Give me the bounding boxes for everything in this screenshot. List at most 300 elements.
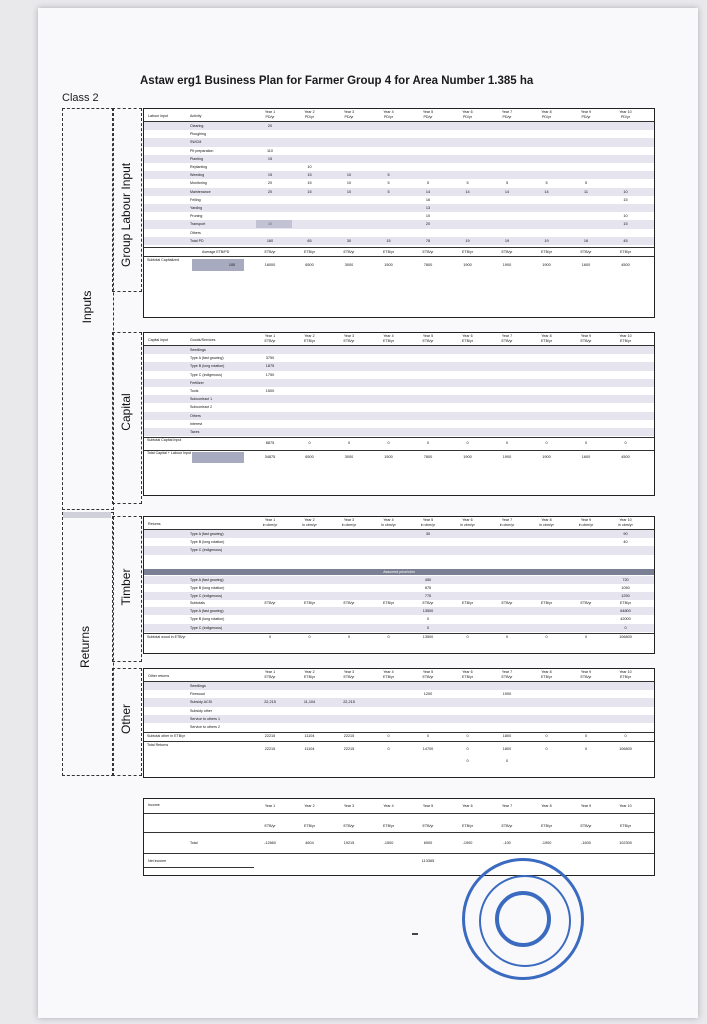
year-header: Year 6: [462, 110, 473, 114]
table-row: [144, 584, 654, 592]
row-label: Subsidy ACSI: [190, 700, 212, 705]
table-cell: 0: [426, 625, 430, 630]
year-header: Year 7: [501, 518, 513, 522]
returns-label: Returns: [78, 625, 92, 669]
table-row: [144, 387, 654, 395]
total-input-box: [192, 452, 244, 463]
table-cell: 5: [426, 181, 430, 186]
table-cell: 3750: [265, 356, 275, 361]
table-row: [144, 592, 654, 600]
table-row: [144, 723, 654, 731]
table-row: [144, 690, 654, 698]
table-cell: 0: [584, 634, 588, 639]
table-cell: -1600: [581, 841, 591, 845]
unit-header: ETB/yr: [580, 824, 592, 828]
transport-input-box: [256, 220, 292, 228]
unit-header: ETB/yr: [541, 675, 552, 679]
unit-header: PD/yr: [265, 115, 275, 119]
table-cell: 0: [505, 441, 509, 446]
table-cell: 5: [545, 181, 548, 186]
table-row: [144, 138, 654, 146]
table-row: [144, 420, 654, 428]
table-cell: 1500: [265, 389, 275, 393]
year-header: Year 9: [580, 110, 592, 114]
unit-header: ETB/yr: [580, 339, 592, 343]
separator: [144, 437, 654, 438]
row-label: Type C (indigenous): [190, 625, 223, 630]
row-label: Others: [190, 413, 201, 418]
table-cell: 42000: [620, 617, 631, 622]
table-cell: 14700: [422, 747, 434, 752]
table-row: [144, 188, 654, 196]
row-label: Total: [190, 841, 198, 845]
year-header: Year 4: [383, 110, 394, 114]
table-cell: 0: [624, 441, 627, 446]
unit-header: ETB/yr: [501, 601, 513, 606]
table-cell: 0: [308, 634, 311, 639]
table-cell: 1900: [542, 455, 551, 460]
table-cell: 3000: [344, 263, 354, 267]
table-cell: 40: [623, 540, 628, 545]
table-cell: 13: [425, 206, 431, 210]
price-band: Assumed price/cbm: [144, 569, 654, 575]
table-cell: 10: [346, 173, 352, 178]
year-header: Year 8: [541, 334, 552, 338]
year-header: Year 3: [343, 110, 355, 114]
year-header: Year 1: [264, 334, 276, 338]
row-label: Transport: [190, 222, 206, 227]
table-row: [144, 707, 654, 715]
row-label: Pruning: [190, 214, 203, 219]
unit-header: ETB/yr: [264, 601, 276, 606]
table-cell: 78: [425, 238, 431, 243]
table-cell: 0: [466, 759, 469, 764]
table-row: [144, 204, 654, 212]
unit-header: ETB/yr: [383, 250, 394, 254]
table-cell: 0: [426, 441, 430, 446]
subtotals-label: Subtotals: [190, 601, 205, 606]
table-row: [144, 212, 654, 220]
table-row: [144, 395, 654, 403]
unit-header: in cbm/yr: [499, 523, 515, 527]
unit-header: ETB/yr: [462, 250, 473, 254]
table-cell: 90: [623, 532, 628, 536]
column-header: Capital input: [148, 338, 168, 342]
unit-header: ETB/yr: [462, 339, 473, 343]
row-label: Subsidy other: [190, 708, 212, 713]
table-row: [144, 530, 654, 538]
table-cell: 14: [504, 189, 510, 194]
table-cell: 0: [545, 747, 548, 752]
row-label: Yarding: [190, 206, 203, 210]
table-cell: 1900: [502, 263, 512, 267]
row-label: Service to others 1: [190, 716, 220, 721]
year-header: Year 2: [304, 804, 315, 808]
year-header: Year 5: [422, 110, 434, 114]
table-cell: 20: [267, 124, 273, 128]
table-cell: 13500: [422, 609, 434, 614]
table-row: [144, 624, 654, 632]
table-row: [144, 237, 654, 245]
table-row: [144, 122, 654, 130]
table-cell: 65: [307, 238, 312, 243]
table-cell: 15: [267, 156, 273, 161]
table-row: [144, 147, 654, 155]
table-cell: 6500: [305, 455, 314, 460]
official-stamp: [462, 858, 584, 980]
table-cell: 6500: [305, 263, 314, 267]
table-cell: -1900: [462, 841, 473, 845]
unit-header: ETB/yr: [620, 824, 631, 828]
unit-header: ETB/yr: [501, 250, 513, 254]
table-cell: 11104: [304, 747, 315, 752]
page-title: Astaw erg1 Business Plan for Farmer Group 4 for Area Number 1.385 ha: [140, 75, 534, 87]
labour-group-label: Group Labour Input: [119, 162, 133, 267]
unit-header: PD/yr: [621, 115, 630, 119]
row-label: SWCM: [190, 140, 202, 145]
table-cell: 0: [545, 734, 548, 739]
table-cell: 20: [267, 181, 273, 186]
unit-header: ETB/yr: [580, 675, 592, 679]
unit-header: ETB/yr: [264, 675, 276, 679]
table-cell: 22,215: [264, 700, 276, 705]
row-label: Tools: [190, 389, 199, 393]
unit-header: ETB/yr: [304, 250, 315, 254]
table-cell: 15: [307, 173, 312, 178]
table-cell: 775: [424, 594, 432, 598]
table-cell: 0: [466, 634, 469, 639]
row-label: Weeding: [190, 173, 205, 178]
separator: [144, 256, 654, 257]
separator: [144, 450, 654, 451]
net-income-value: 113365: [421, 859, 435, 863]
table-cell: 5: [466, 181, 469, 186]
unit-header: ETB/yr: [304, 339, 315, 343]
row-label: Subtotal Capitalized: [147, 258, 179, 262]
unit-header: ETB/yr: [462, 824, 473, 828]
unit-header: ETB/yr: [264, 339, 276, 343]
unit-header: PD/yr: [384, 115, 393, 119]
table-cell: 4500: [621, 455, 630, 460]
table-cell: 0: [387, 441, 390, 446]
other-group-label: Other: [119, 704, 133, 735]
row-label: Subcontract 2: [190, 405, 213, 410]
table-cell: 106800: [619, 634, 632, 639]
table-cell: 1875: [265, 364, 275, 369]
table-cell: 10: [623, 189, 628, 194]
unit-header: in cbm/yr: [618, 523, 633, 527]
row-label: Pit preparation: [190, 148, 214, 153]
table-cell: 1750: [265, 372, 275, 377]
year-header: Year 1: [264, 518, 276, 522]
table-cell: 1200: [423, 692, 433, 697]
table-cell: 1800: [502, 734, 512, 739]
table-cell: 15: [267, 173, 273, 178]
year-header: Year 2: [304, 334, 315, 338]
class-label: Class 2: [62, 92, 99, 104]
capital-table: [143, 332, 655, 496]
capital-group-label: Capital: [119, 393, 133, 431]
table-cell: 0: [505, 634, 509, 639]
table-cell: 102300: [619, 841, 632, 845]
table-cell: 0: [584, 747, 588, 752]
table-cell: 14: [544, 189, 549, 194]
table-cell: 19: [465, 238, 470, 243]
year-header: Year 3: [343, 804, 355, 808]
table-row: [144, 576, 654, 584]
year-header: Year 4: [383, 518, 394, 522]
table-cell: 875: [424, 585, 432, 590]
table-row: [144, 171, 654, 179]
year-header: Year 5: [422, 334, 434, 338]
table-cell: 4500: [621, 263, 630, 267]
separator: [144, 832, 654, 833]
table-cell: 64800: [620, 609, 631, 614]
table-cell: 0: [387, 734, 390, 739]
row-label: Clearing: [190, 124, 204, 128]
row-label: Monitoring: [190, 181, 207, 186]
unit-header: in cbm/yr: [578, 523, 594, 527]
table-cell: 106800: [619, 747, 632, 752]
table-cell: 5: [387, 189, 390, 194]
table-cell: 1050: [621, 585, 630, 590]
table-cell: 13500: [422, 634, 434, 639]
unit-header: ETB/yr: [422, 824, 434, 828]
row-label: Type A (fast growing): [190, 532, 224, 536]
year-header: Year 10: [619, 110, 632, 114]
year-header: Year 5: [422, 804, 434, 808]
year-header: Year 1: [264, 110, 276, 114]
unit-header: ETB/yr: [383, 675, 394, 679]
year-header: Year 10: [619, 804, 632, 808]
table-cell: 34875: [264, 455, 276, 460]
row-label: Type A (fast growing): [190, 577, 224, 582]
table-cell: 1900: [542, 263, 551, 267]
table-cell: 0: [387, 634, 390, 639]
table-cell: 0: [624, 734, 627, 739]
table-cell: 4604: [305, 841, 314, 845]
unit-header: in cbm/yr: [262, 523, 278, 527]
unit-header: ETB/yr: [383, 339, 394, 343]
row-label: Net income: [148, 859, 167, 863]
table-row: [144, 229, 654, 237]
unit-header: ETB/yr: [422, 601, 434, 606]
year-header: Year 10: [619, 334, 632, 338]
table-cell: 5: [505, 181, 509, 186]
year-header: Year 8: [541, 518, 552, 522]
year-header: Year 4: [383, 334, 394, 338]
row-label: Subcontract 1: [190, 397, 213, 402]
table-cell: -1500: [383, 841, 394, 845]
table-cell: 1600: [581, 263, 591, 267]
row-label: Subtotal other in ETB/yr: [147, 734, 186, 739]
year-header: Year 6: [462, 334, 473, 338]
unit-header: ETB/yr: [422, 675, 434, 679]
labour-table: [143, 108, 655, 318]
year-header: Year 9: [580, 334, 592, 338]
table-row: [144, 682, 654, 690]
table-cell: 10: [623, 214, 628, 219]
unit-header: ETB/yr: [541, 601, 552, 606]
row-label: Replanting: [190, 165, 208, 169]
row-label: Type B (long rotation): [190, 617, 225, 622]
table-cell: 0: [545, 441, 548, 446]
year-header: Year 8: [541, 804, 552, 808]
row-label: Maintenance: [190, 189, 211, 194]
separator: [144, 813, 654, 814]
row-label: Others: [190, 230, 201, 235]
table-cell: 5: [584, 181, 588, 186]
table-row: [144, 412, 654, 420]
row-label: Service to others 2: [190, 725, 220, 729]
row-label: Planting: [190, 156, 203, 161]
column-header: Income: [148, 803, 160, 807]
year-header: Year 6: [462, 804, 473, 808]
table-row: [144, 715, 654, 723]
table-cell: 11: [584, 189, 588, 194]
pen-mark: [412, 933, 418, 935]
table-cell: 1900: [502, 692, 512, 697]
table-row: [144, 196, 654, 204]
table-cell: 1900: [463, 455, 472, 460]
unit-header: ETB/yr: [304, 601, 315, 606]
total-row: [144, 732, 654, 740]
total-row: [144, 742, 654, 756]
table-cell: 0: [466, 441, 469, 446]
unit-header: in cbm/yr: [381, 523, 396, 527]
year-header: Year 7: [501, 804, 513, 808]
table-cell: 20: [425, 222, 431, 227]
row-label: Type B (long rotation): [190, 364, 225, 369]
table-cell: 22215: [264, 747, 276, 752]
column-header: Labour input: [148, 114, 168, 118]
year-header: Year 10: [619, 518, 632, 522]
year-header: Year 7: [501, 110, 513, 114]
table-cell: 11,104: [303, 700, 316, 705]
income-table: [143, 798, 655, 876]
table-row: [144, 428, 654, 436]
table-cell: 0: [466, 734, 469, 739]
table-cell: 11104: [304, 734, 315, 739]
table-cell: 14: [465, 189, 470, 194]
table-row: [144, 346, 654, 354]
table-cell: 0: [347, 441, 351, 446]
unit-header: PD/yr: [502, 115, 512, 119]
year-header: Year 10: [619, 670, 632, 674]
unit-header: ETB/yr: [541, 250, 552, 254]
unit-header: ETB/yr: [304, 824, 315, 828]
table-row: [144, 615, 654, 623]
unit-header: ETB/yr: [541, 339, 552, 343]
table-row: [144, 220, 654, 228]
table-cell: 15: [307, 181, 312, 186]
row-label: Total PD: [190, 238, 204, 243]
year-header: Year 9: [580, 518, 592, 522]
table-cell: 0: [347, 634, 351, 639]
table-cell: 15: [386, 238, 391, 243]
table-cell: 0: [584, 734, 588, 739]
table-cell: -100: [503, 841, 511, 845]
column-header: Other returns: [148, 674, 170, 678]
unit-header: ETB/yr: [620, 339, 631, 343]
year-header: Year 7: [501, 670, 513, 674]
table-cell: 30: [425, 532, 431, 536]
unit-header: ETB/yr: [620, 250, 631, 254]
unit-header: ETB/yr: [462, 601, 473, 606]
unit-header: ETB/yr: [620, 675, 631, 679]
row-label: Seedlings: [190, 348, 206, 352]
table-cell: 6900: [423, 841, 433, 845]
table-cell: 1250: [621, 594, 630, 598]
unit-header: ETB/yr: [501, 824, 513, 828]
row-label: Ploughing: [190, 132, 206, 137]
table-cell: 1900: [502, 455, 512, 460]
year-header: Year 2: [304, 518, 315, 522]
table-cell: -12660: [264, 841, 276, 845]
unit-header: ETB/yr: [383, 601, 394, 606]
row-label: Type A (fast growing): [190, 609, 224, 614]
unit-header: PD/yr: [305, 115, 314, 119]
row-label: Type C (indigenous): [190, 548, 223, 553]
separator: [144, 247, 654, 248]
unit-header: in cbm/yr: [539, 523, 554, 527]
row-label: Interest: [190, 421, 202, 426]
table-cell: -1900: [541, 841, 552, 845]
unit-header: PD/yr: [542, 115, 551, 119]
table-cell: 30: [346, 238, 352, 243]
table-row: [144, 362, 654, 370]
column-header: Returns: [148, 522, 161, 526]
unit-header: in cbm/yr: [460, 523, 475, 527]
unit-header: ETB/yr: [541, 824, 552, 828]
table-cell: 10: [346, 189, 352, 194]
year-header: Year 6: [462, 670, 473, 674]
table-cell: 1600: [581, 455, 591, 460]
table-cell: 16: [425, 197, 431, 202]
table-cell: 8875: [265, 441, 275, 446]
unit-header: ETB/yr: [343, 675, 355, 679]
unit-header: ETB/yr: [343, 339, 355, 343]
table-row: [144, 155, 654, 163]
table-cell: 1500: [384, 263, 393, 267]
table-cell: 0: [387, 747, 390, 752]
table-cell: 20: [267, 189, 273, 194]
year-header: Year 4: [383, 670, 394, 674]
row-label: Taxes: [190, 430, 200, 434]
unit-header: in cbm/yr: [302, 523, 317, 527]
table-cell: 14: [425, 189, 431, 194]
row-label: Firewood: [190, 692, 205, 697]
unit-header: ETB/yr: [422, 339, 434, 343]
table-cell: 10: [425, 214, 431, 219]
column-header: Goods/Services: [190, 338, 216, 342]
year-header: Year 1: [264, 804, 276, 808]
inputs-label: Inputs: [80, 290, 94, 324]
unit-header: ETB/yr: [383, 824, 394, 828]
table-cell: 0: [308, 441, 311, 446]
table-cell: 1500: [384, 455, 393, 460]
column-header: Activity: [190, 114, 202, 118]
unit-header: ETB/yr: [462, 675, 473, 679]
year-header: Year 5: [422, 518, 434, 522]
table-cell: 5: [387, 173, 390, 178]
year-header: Year 9: [580, 670, 592, 674]
table-cell: 0: [584, 441, 588, 446]
unit-header: ETB/yr: [343, 601, 355, 606]
unit-header: ETB/yr: [580, 250, 592, 254]
row-label: Seedlings: [190, 684, 206, 688]
separator: [144, 867, 254, 868]
